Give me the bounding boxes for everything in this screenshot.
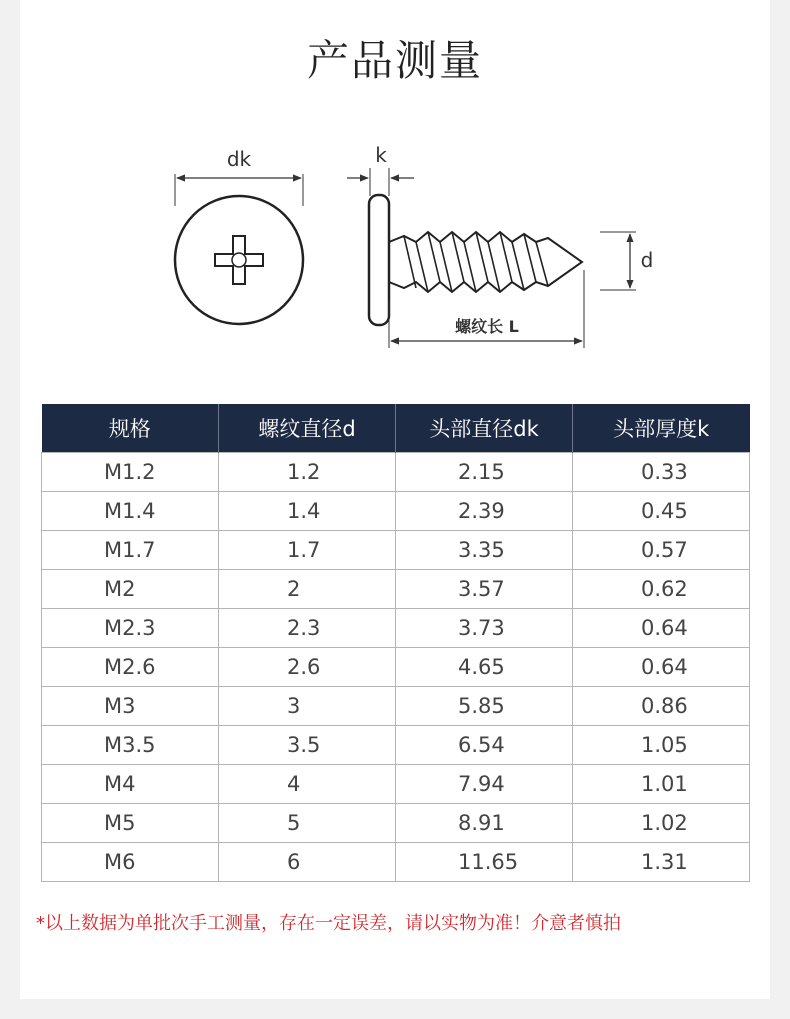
cell-head-diameter: 3.35 [396,531,573,570]
cell-spec: M1.4 [42,492,219,531]
dk-label: dk [226,147,252,171]
table-row [42,843,750,882]
cell-spec: M2.6 [42,648,219,687]
cell-head-diameter: 11.65 [396,843,573,882]
cell-head-thickness: 1.02 [573,804,750,843]
cell-head-thickness: 0.86 [573,687,750,726]
header-thread-diameter: 螺纹直径d [219,404,396,453]
cell-thread-diameter: 6 [219,843,396,882]
cell-head-diameter: 4.65 [396,648,573,687]
cell-head-diameter: 2.15 [396,453,573,492]
table-header-row [42,404,750,453]
table-row [42,804,750,843]
spec-table [41,404,750,882]
cell-thread-diameter: 3 [219,687,396,726]
cell-head-diameter: 8.91 [396,804,573,843]
cell-head-thickness: 0.57 [573,531,750,570]
table-row [42,492,750,531]
cell-head-thickness: 1.05 [573,726,750,765]
cell-head-thickness: 1.01 [573,765,750,804]
cell-spec: M2 [42,570,219,609]
cell-head-diameter: 3.73 [396,609,573,648]
table-row [42,570,750,609]
table-row [42,726,750,765]
cell-thread-diameter: 1.4 [219,492,396,531]
cell-thread-diameter: 1.2 [219,453,396,492]
cell-spec: M2.3 [42,609,219,648]
disclaimer-note: *以上数据为单批次手工测量，存在一定误差，请以实物为准！介意者慎拍 [36,913,621,934]
cell-head-thickness: 1.31 [573,843,750,882]
cell-spec: M3.5 [42,726,219,765]
screw-side-view [347,143,653,348]
cell-spec: M4 [42,765,219,804]
cell-spec: M3 [42,687,219,726]
cell-head-thickness: 0.33 [573,453,750,492]
header-head-thickness: 头部厚度k [573,404,750,453]
cell-head-diameter: 3.57 [396,570,573,609]
k-label: k [375,143,387,167]
cell-thread-diameter: 3.5 [219,726,396,765]
cell-thread-diameter: 2.3 [219,609,396,648]
page-title: 产品测量 [306,36,483,85]
cell-thread-diameter: 1.7 [219,531,396,570]
cell-spec: M6 [42,843,219,882]
cell-thread-diameter: 5 [219,804,396,843]
cell-head-diameter: 6.54 [396,726,573,765]
table-row [42,609,750,648]
header-spec: 规格 [42,404,219,453]
cell-head-thickness: 0.64 [573,609,750,648]
cell-head-thickness: 0.62 [573,570,750,609]
table-row [42,687,750,726]
table-row [42,765,750,804]
cell-spec: M5 [42,804,219,843]
cell-thread-diameter: 4 [219,765,396,804]
cell-head-diameter: 5.85 [396,687,573,726]
cell-head-thickness: 0.45 [573,492,750,531]
cell-head-diameter: 2.39 [396,492,573,531]
length-label: 螺纹长 L [455,317,519,336]
screw-diagram [0,0,790,400]
cell-thread-diameter: 2 [219,570,396,609]
table-row [42,453,750,492]
table-row [42,648,750,687]
cell-spec: M1.7 [42,531,219,570]
head-top-view [175,147,303,324]
cell-head-diameter: 7.94 [396,765,573,804]
cell-head-thickness: 0.64 [573,648,750,687]
cell-spec: M1.2 [42,453,219,492]
cell-thread-diameter: 2.6 [219,648,396,687]
header-head-diameter: 头部直径dk [396,404,573,453]
table-row [42,531,750,570]
d-label: d [640,248,654,272]
